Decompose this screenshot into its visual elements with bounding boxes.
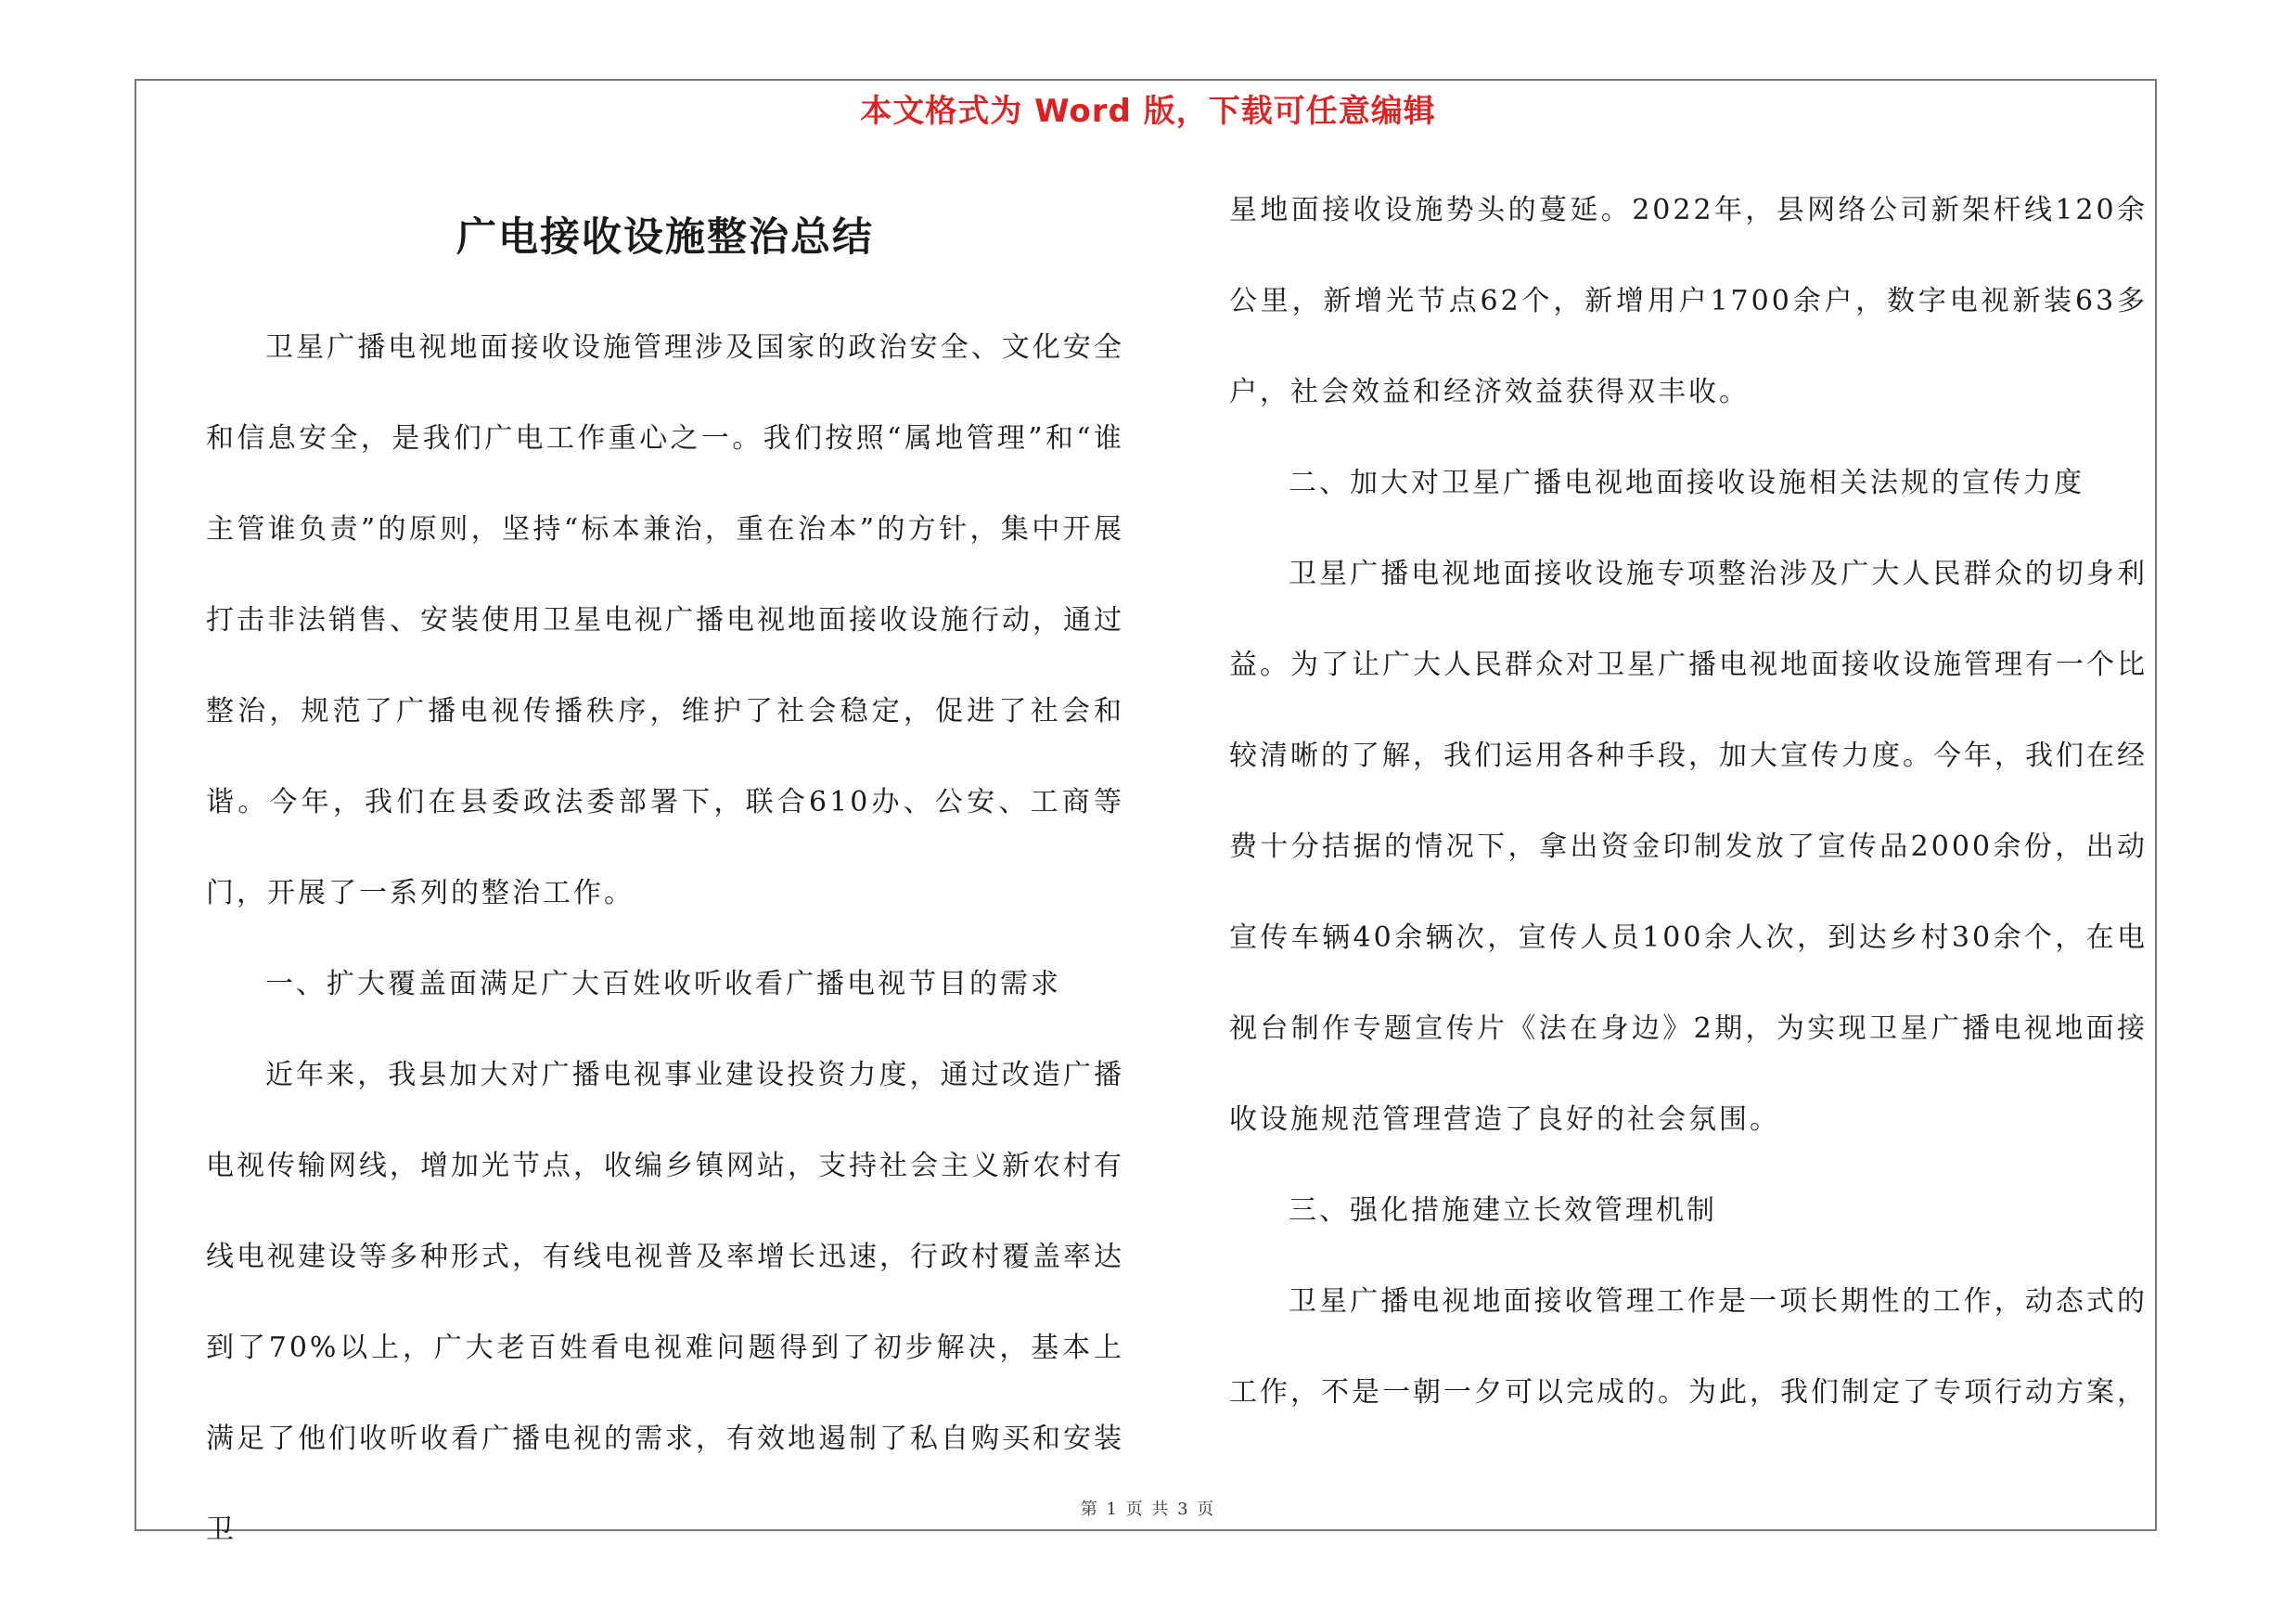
section-heading-2: 二、加大对卫星广播电视地面接收设施相关法规的宣传力度 <box>1289 467 2084 499</box>
paragraph-section-1-cont: 星地面接收设施势头的蔓延。2022年，县网络公司新架杆线120余公里，新增光节点62个，新增用户1700余户，数字电视新装63多户，社会效益和经济效益获得双丰收。 <box>1229 194 2148 408</box>
word-format-banner: 本文格式为 Word 版，下载可任意编辑 <box>860 93 1436 130</box>
paragraph-intro: 卫星广播电视地面接收设施管理涉及国家的政治安全、文化安全和信息安全，是我们广电工作重心之一。我们按照“属地管理”和“谁主管谁负责”的原则，坚持“标本兼治，重在治本”的方针，集中开展打击非法销售、安装使用卫星电视广播电视地面接收设施行动，通过整治，规范了广播电视传播秩序，维护了社会稳定，促进了社会和谐。今年，我们在县委政法委部署下，联合610办、公安、工商等门，开展了一系列的整治工作。 <box>206 331 1124 909</box>
paragraph-section-3: 卫星广播电视地面接收管理工作是一项长期性的工作，动态式的工作，不是一朝一夕可以完成的。为此，我们制定了专项行动方案， <box>1229 1285 2148 1409</box>
page-number-footer: 第 1 页 共 3 页 <box>1080 1500 1216 1519</box>
section-heading-1: 一、扩大覆盖面满足广大百姓收听收看广播电视节目的需求 <box>265 968 1061 1000</box>
paragraph-section-1: 近年来，我县加大对广播电视事业建设投资力度，通过改造广播电视传输网线，增加光节点，收编乡镇网站，支持社会主义新农村有线电视建设等多种形式，有线电视普及率增长迅速，行政村覆盖率达到了70%以上，广大老百姓看电视难问题得到了初步解决，基本上满足了他们收听收看广播电视的需求，有效地遏制了私自购买和安装卫 <box>206 1059 1124 1546</box>
section-heading-3: 三、强化措施建立长效管理机制 <box>1289 1194 1717 1227</box>
right-column <box>1229 165 2148 1438</box>
paragraph-section-2: 卫星广播电视地面接收设施专项整治涉及广大人民群众的切身利益。为了让广大人民群众对卫星广播电视地面接收设施管理有一个比较清晰的了解，我们运用各种手段，加大宣传力度。今年，我们在经费十分拮据的情况下，拿出资金印制发放了宣传品2000余份，出动宣传车辆40余辆次，宣传人员100余人次，到达乡村30余个，在电视台制作专题宣传片《法在身边》2期，为实现卫星广播电视地面接收设施规范管理营造了良好的社会氛围。 <box>1229 558 2148 1136</box>
document-title: 广电接收设施整治总结 <box>456 214 874 261</box>
left-column <box>206 303 1124 1576</box>
